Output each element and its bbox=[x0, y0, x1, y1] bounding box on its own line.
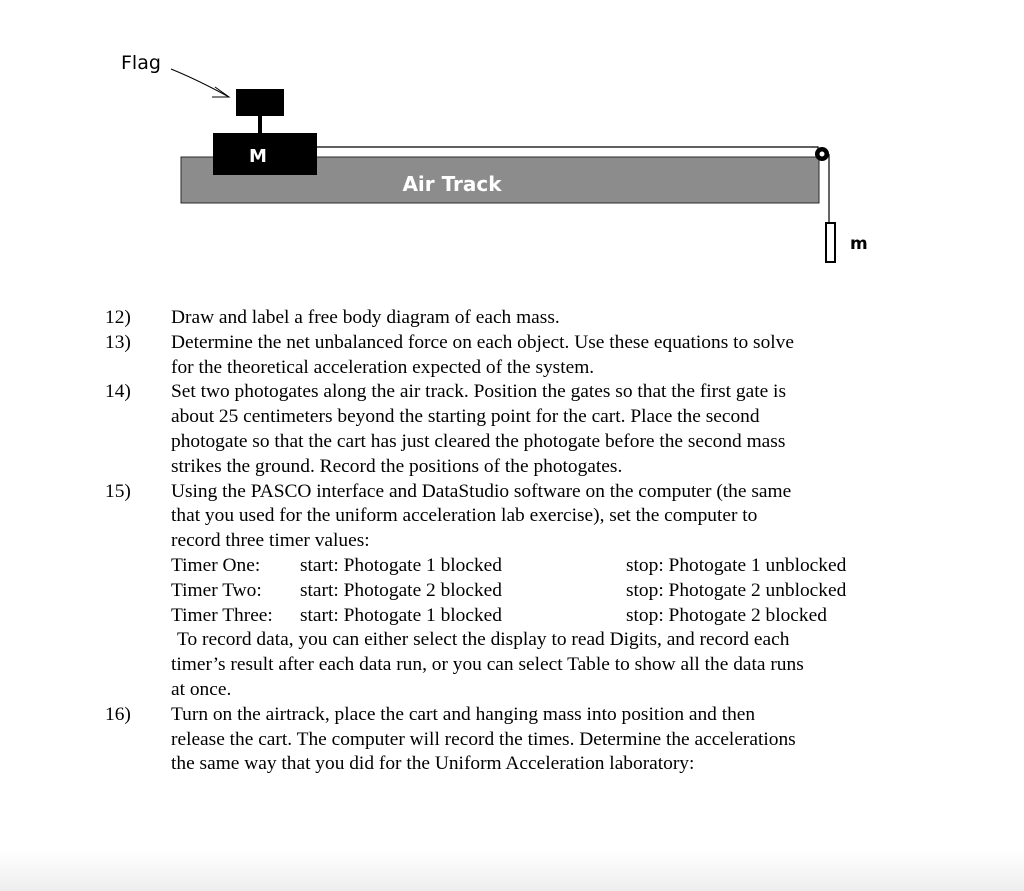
step-text-line: Using the PASCO interface and DataStudio software on the computer (the same bbox=[171, 480, 792, 502]
flag-post bbox=[258, 115, 262, 134]
timer-stop: stop: Photogate 2 blocked bbox=[626, 604, 827, 626]
step-note-line: at once. bbox=[171, 678, 232, 700]
timer-row-one bbox=[171, 554, 885, 579]
step-text-line: for the theoretical acceleration expected of the system. bbox=[171, 356, 595, 378]
step-15 bbox=[105, 480, 885, 703]
flag-pointer-arrow bbox=[171, 69, 229, 97]
string bbox=[317, 147, 818, 150]
step-text-line: Draw and label a free body diagram of each mass. bbox=[171, 307, 560, 328]
step-number: 14) bbox=[105, 381, 131, 403]
timer-name: Timer One: bbox=[171, 554, 261, 576]
step-12 bbox=[105, 306, 885, 331]
step-text-line: Determine the net unbalanced force on each object. Use these equations to solve bbox=[171, 331, 794, 353]
pulley-hub bbox=[820, 152, 825, 157]
step-note-line: To record data, you can either select the display to read Digits, and record each bbox=[177, 629, 790, 651]
timer-start: start: Photogate 1 blocked bbox=[300, 554, 502, 576]
step-text-line: the same way that you did for the Uniform Acceleration laboratory: bbox=[171, 753, 695, 775]
step-text-line: release the cart. The computer will record the times. Determine the accelerations bbox=[171, 728, 796, 750]
step-text-line: photogate so that the cart has just cleared the photogate before the second mass bbox=[171, 430, 786, 452]
step-16 bbox=[105, 703, 885, 777]
step-text-line: record three timer values: bbox=[171, 530, 370, 552]
step-text-line: strikes the ground. Record the positions of the photogates. bbox=[171, 455, 623, 477]
flag bbox=[236, 89, 284, 116]
step-number: 16) bbox=[105, 703, 131, 725]
step-text-line: Turn on the airtrack, place the cart and hanging mass into position and then bbox=[171, 703, 756, 725]
timer-row-three bbox=[171, 604, 885, 629]
timer-name: Timer Two: bbox=[171, 579, 262, 601]
air-track-label: Air Track bbox=[402, 172, 502, 196]
step-14 bbox=[105, 380, 885, 479]
step-number: 12) bbox=[105, 307, 131, 328]
air-track-diagram bbox=[0, 0, 1024, 300]
hanging-mass bbox=[826, 223, 835, 262]
step-text-line: Set two photogates along the air track. Position the gates so that the first gate is bbox=[171, 381, 786, 403]
step-text-line: about 25 centimeters beyond the starting point for the cart. Place the second bbox=[171, 406, 760, 428]
timer-name: Timer Three: bbox=[171, 604, 273, 626]
step-note-line: timer’s result after each data run, or you can select Table to show all the data runs bbox=[171, 654, 804, 676]
timer-row-two bbox=[171, 579, 885, 604]
page-bottom-shadow bbox=[0, 850, 1024, 891]
timer-stop: stop: Photogate 1 unblocked bbox=[626, 554, 847, 576]
procedure-list bbox=[0, 306, 1024, 777]
step-number: 15) bbox=[105, 480, 131, 502]
timer-start: start: Photogate 1 blocked bbox=[300, 604, 502, 626]
timer-start: start: Photogate 2 blocked bbox=[300, 579, 502, 601]
step-text-line: that you used for the uniform acceleration lab exercise), set the computer to bbox=[171, 505, 758, 527]
cart-label: M bbox=[249, 146, 267, 167]
step-number: 13) bbox=[105, 331, 131, 353]
timer-stop: stop: Photogate 2 unblocked bbox=[626, 579, 847, 601]
step-13 bbox=[105, 331, 885, 381]
hanging-mass-label: m bbox=[850, 234, 868, 254]
flag-label: Flag bbox=[121, 52, 161, 74]
